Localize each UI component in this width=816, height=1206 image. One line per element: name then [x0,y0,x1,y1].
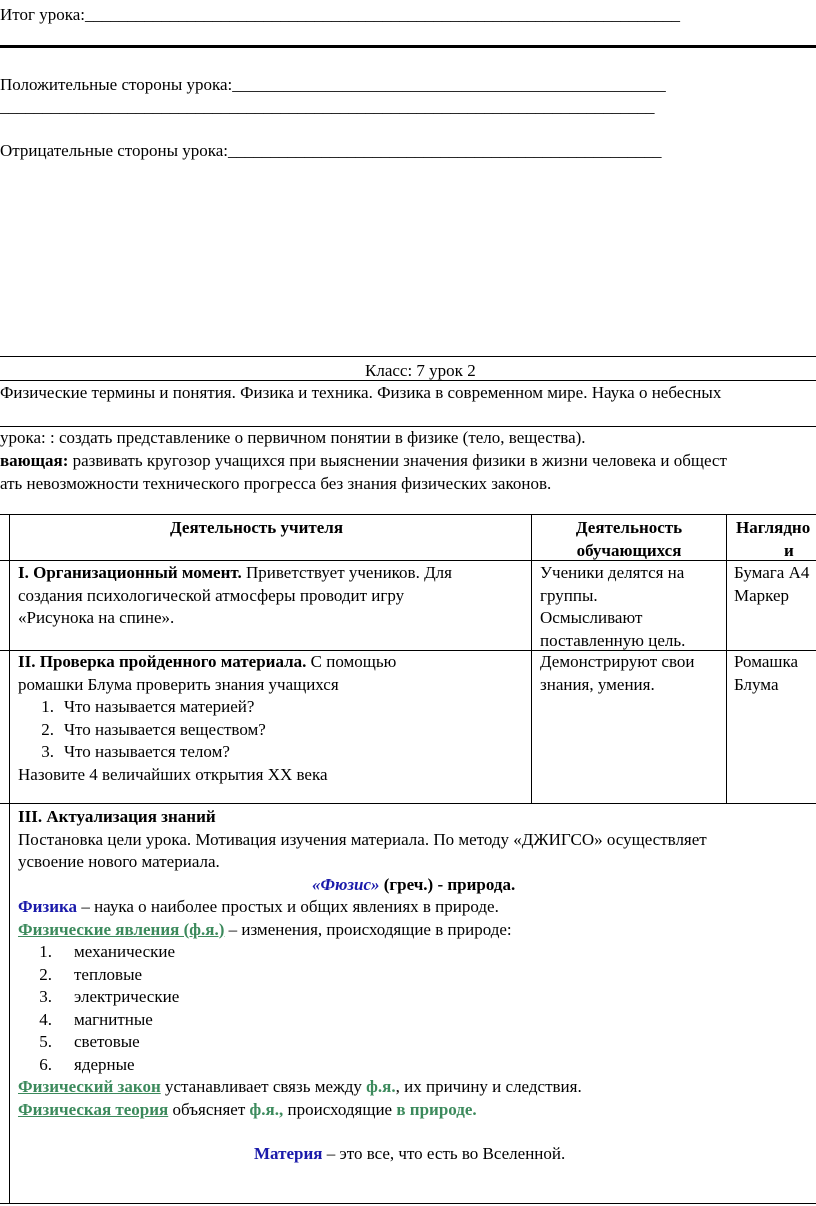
row2-title: II. Проверка пройденного материала. [18,652,307,671]
row2-visual-line: Ромашка [734,652,799,671]
negative-line: Отрицательные стороны урока:___________________________________________________ [0,141,662,160]
header-visual [736,517,810,562]
phen-text: тепловые [74,964,143,984]
phen-text: механические [74,942,176,961]
theory-word: Физическая теория [18,1099,169,1119]
row1-students-line: Осмысливают [540,608,643,627]
row2-students [540,651,694,696]
physics-def: – наука о наиболее простых и общих явлениях в природе. [77,897,499,916]
header-visual-2: и [784,540,794,560]
row1-students-line: поставленную цель. [540,630,686,650]
row2-last: Назовите 4 величайших открытия XX века [18,764,328,784]
phen-item [18,1031,808,1054]
phen-number: 1. [39,942,52,961]
row3-text2: усвоение нового материала. [18,852,220,871]
header-teacher: Деятельность учителя [170,518,344,537]
table-line [0,514,816,515]
phen-item [18,941,808,964]
fuzis-word: «Фюзис» [312,874,380,894]
table-line [0,803,816,804]
phen-line [18,919,808,942]
matter-def: – это все, что есть во Вселенной. [322,1144,566,1163]
theory-mid2: происходящие [283,1099,397,1119]
header-rule [0,380,816,381]
row1-title: I. Организационный момент. [18,563,242,582]
theory-mid: объясняет [168,1099,250,1119]
law-line [18,1076,808,1099]
phen-def: – изменения, происходящие в природе: [224,919,512,939]
header-students-2: обучающихся [576,540,682,560]
phen-text: электрические [74,987,180,1006]
row1-teacher [18,562,528,630]
phen-item [18,986,808,1009]
row2-text1: С помощью [306,652,397,671]
question-text: Что называется веществом? [64,719,266,739]
lesson-goal: урока: : создать представленике о первичном понятии в физике (тело, вещества). [0,428,586,447]
row3-content [18,806,808,1166]
phen-text: световые [74,1032,140,1051]
phen-item [18,1009,808,1032]
row1-text3: «Рисунока на спине». [18,608,175,627]
row2-students-line: Демонстрируют свои [540,652,695,671]
itog-line: Итог урока:______________________________________________________________________ [0,5,680,24]
row1-visual-line: Маркер [734,585,790,605]
phen-text: магнитные [74,1009,153,1029]
law-abbr: ф.я. [366,1077,396,1096]
phen-item [18,964,808,987]
question-number: 2. [41,719,54,739]
topic-rule [0,426,816,427]
theory-abbr: ф.я., [249,1099,284,1119]
phen-number: 6. [39,1054,52,1074]
physics-word: Физика [18,897,78,916]
phen-text: ядерные [74,1054,135,1074]
phen-number: 5. [39,1032,52,1051]
theory-line [18,1099,808,1122]
question-text: Что называется материей? [64,697,255,716]
phen-number: 4. [39,1009,52,1029]
row1-text1: Приветствует учеников. Для [241,563,452,582]
row1-visual-line: Бумага А4 [734,563,810,582]
law-mid: устанавливает связь между [160,1077,367,1096]
table-line [9,514,10,1204]
row1-text2: создания психологической атмосферы проводит игру [18,585,405,605]
row2-visual [734,651,798,696]
dev-text: развивать кругозор учащихся при выяснении значения физики в жизни человека и общест [68,451,727,470]
row1-students [540,562,685,652]
class-line: Класс: 7 урок 2 [365,361,476,380]
header-students-1: Деятельность [575,518,683,537]
table-line [0,1203,816,1204]
positive-line-2: _____________________________________________________________________________ [0,97,655,116]
lesson-dev-goal [0,451,727,471]
lesson-topic: Физические термины и понятия. Физика и техника. Физика в современном мире. Наука о небесных [0,383,722,402]
question-number: 1. [41,697,54,716]
row1-students-line: Ученики делятся на [540,563,685,582]
question-number: 3. [41,742,54,761]
matter-line [18,1143,808,1166]
fuzis-line [18,874,808,897]
table-line [726,514,727,804]
question-item [18,719,528,742]
law-word: Физический закон [18,1077,161,1096]
divider [0,45,816,48]
fuzis-rest: (греч.) - природа. [379,874,516,894]
row3-text1: Постановка цели урока. Мотивация изучения материала. По методу «ДЖИГСО» осуществляет [18,829,707,849]
phen-number: 2. [39,964,52,984]
law-end: , их причину и следствия. [395,1077,582,1096]
row1-students-line: группы. [540,585,598,605]
row3-title: III. Актуализация знаний [18,807,216,826]
row1-visual [734,562,809,607]
row2-teacher [18,651,528,786]
lesson-dev-goal-2: ать невозможности технического прогресса без знания физических законов. [0,474,552,493]
question-item [18,696,528,719]
header-students [532,517,726,562]
positive-line: Положительные стороны урока:___________________________________________________ [0,75,666,94]
row2-text2: ромашки Блума проверить знания учащихся [18,674,339,694]
dev-label: вающая: [0,451,69,470]
header-top-rule [0,356,816,357]
question-item [18,741,528,764]
question-text: Что называется телом? [64,742,230,761]
row2-visual-line: Блума [734,674,779,694]
phen-word: Физические явления (ф.я.) [18,919,225,939]
physics-line [18,896,808,919]
phen-number: 3. [39,987,52,1006]
theory-end: в природе. [396,1099,477,1119]
matter-word: Материя [254,1144,323,1163]
row2-students-line: знания, умения. [540,674,655,694]
phen-item [18,1054,808,1077]
header-visual-1: Наглядно [736,518,811,537]
